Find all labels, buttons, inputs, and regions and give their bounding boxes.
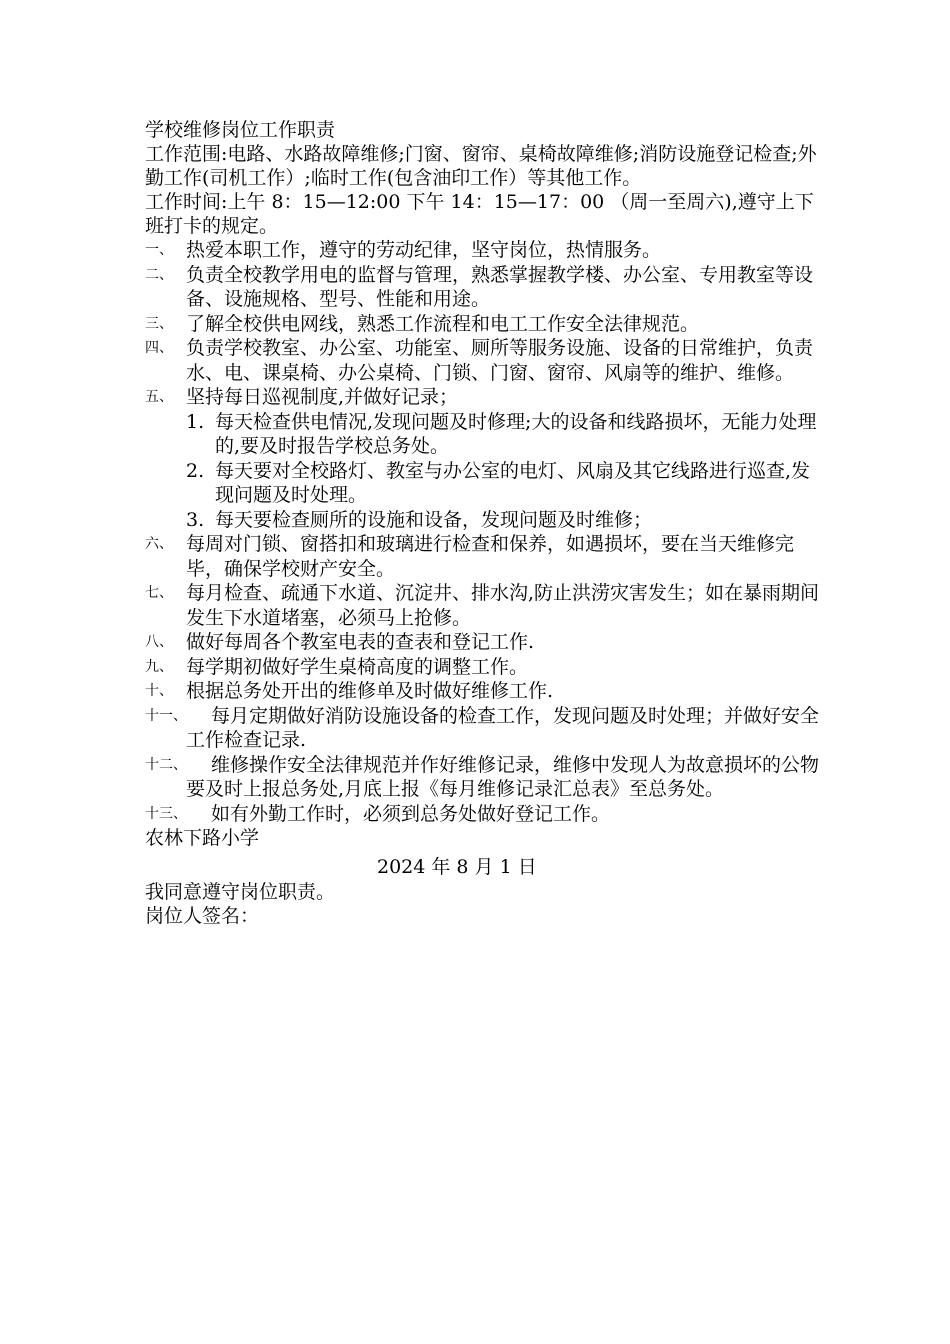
duty-text: 每学期初做好学生桌椅高度的调整工作。 [186,655,529,678]
duty-item [145,655,825,680]
duty-number: 四、 [145,340,173,356]
duty-item [145,802,825,827]
duty-text: 负责全校教学用电的监督与管理，熟悉掌握教学楼、办公室、专用教室等设备、设施规格、型号、性能和用途。 [186,263,814,310]
sub-item [145,410,825,459]
sub-item-text: 每天检查供电情况,发现问题及时修理;大的设备和线路损坏，无能力处理的,要及时报告学校总务处。 [215,410,817,457]
agreement-statement: 我同意遵守岗位职责。 [145,881,336,903]
duty-item [145,385,825,410]
document-date: 2024 年 8 月 1 日 [377,856,537,878]
work-scope: 工作范围:电路、水路故障维修;门窗、窗帘、桌椅故障维修;消防设施登记检查;外勤工作(司机工作）;临时工作(包含油印工作）等其他工作。 [145,143,817,189]
duty-item [145,312,825,337]
sub-item-text: 每天要对全校路灯、教室与办公室的电灯、风扇及其它线路进行巡查,发现问题及时处理。 [215,459,811,506]
school-name: 农林下路小学 [145,827,260,849]
duty-text: 坚持每日巡视制度,并做好记录； [186,386,459,408]
duty-text: 根据总务处开出的维修单及时做好维修工作. [186,680,554,702]
duty-item [145,679,825,704]
duty-text: 负责学校教室、办公室、功能室、厕所等服务设施、设备的日常维护，负责水、电、课桌椅、办公桌椅、门锁、门窗、窗帘、风扇等的维护、维修。 [186,337,814,384]
sub-item-number: 2. [186,459,205,482]
duty-number: 十、 [145,683,173,699]
duty-number: 一、 [145,242,173,258]
duty-text: 了解全校供电网线，熟悉工作流程和电工工作安全法律规范。 [186,312,700,335]
duty-number: 三、 [145,315,173,332]
duty-item [145,581,825,630]
duty-list [145,238,825,410]
duty-text: 每月检查、疏通下水道、沉淀井、排水沟,防止洪涝灾害发生；如在暴雨期间发生下水道堵塞，必须马上抢修。 [186,582,820,629]
duty-number: 九、 [145,658,173,675]
duty-text: 如有外勤工作时，必须到总务处做好登记工作。 [211,802,611,825]
signature-label: 岗位人签名： [145,905,260,927]
sub-item [145,508,825,533]
duty-number: 七、 [145,585,173,601]
duty-number: 十一、 [145,707,187,724]
duty-list-continued [145,532,825,704]
duty-item [145,263,825,312]
duty-text: 做好每周各个教室电表的查表和登记工作. [186,631,535,653]
sub-item-list [145,410,825,533]
duty-item [145,238,825,263]
document-title: 学校维修岗位工作职责 [145,119,336,141]
sub-item-number: 1. [186,410,205,433]
duty-number: 八、 [145,634,173,650]
sub-item-number: 3. [186,508,205,531]
duty-text: 每周对门锁、窗搭扣和玻璃进行检查和保养，如遇损坏，要在当天维修完毕，确保学校财产安全。 [186,533,795,580]
duty-number: 十二、 [145,756,187,773]
work-hours: 工作时间:上午 8：15—12:00 下午 14：15—17：00 （周一至周六),遵守上下班打卡的规定。 [145,191,814,237]
sub-item-text: 每天要检查厕所的设施和设备，发现问题及时维修； [215,508,653,531]
duty-number: 六、 [145,536,173,552]
duty-list-extended [145,704,825,827]
duty-item [145,532,825,581]
duty-text: 热爱本职工作，遵守的劳动纪律，坚守岗位，热情服务。 [186,239,662,261]
duty-text: 每月定期做好消防设施设备的检查工作，发现问题及时处理；并做好安全工作检查记录. [186,704,820,751]
sub-item [145,459,825,508]
duty-item [145,336,825,385]
document-page [145,118,825,928]
duty-item [145,704,825,753]
duty-item [145,630,825,655]
duty-number: 五、 [145,389,173,405]
duty-item [145,753,825,802]
duty-number: 二、 [145,266,173,283]
duty-number: 十三、 [145,805,187,822]
duty-text: 维修操作安全法律规范并作好维修记录，维修中发现人为故意损坏的公物要及时上报总务处,月底上报《每月维修记录汇总表》至总务处。 [186,753,820,800]
